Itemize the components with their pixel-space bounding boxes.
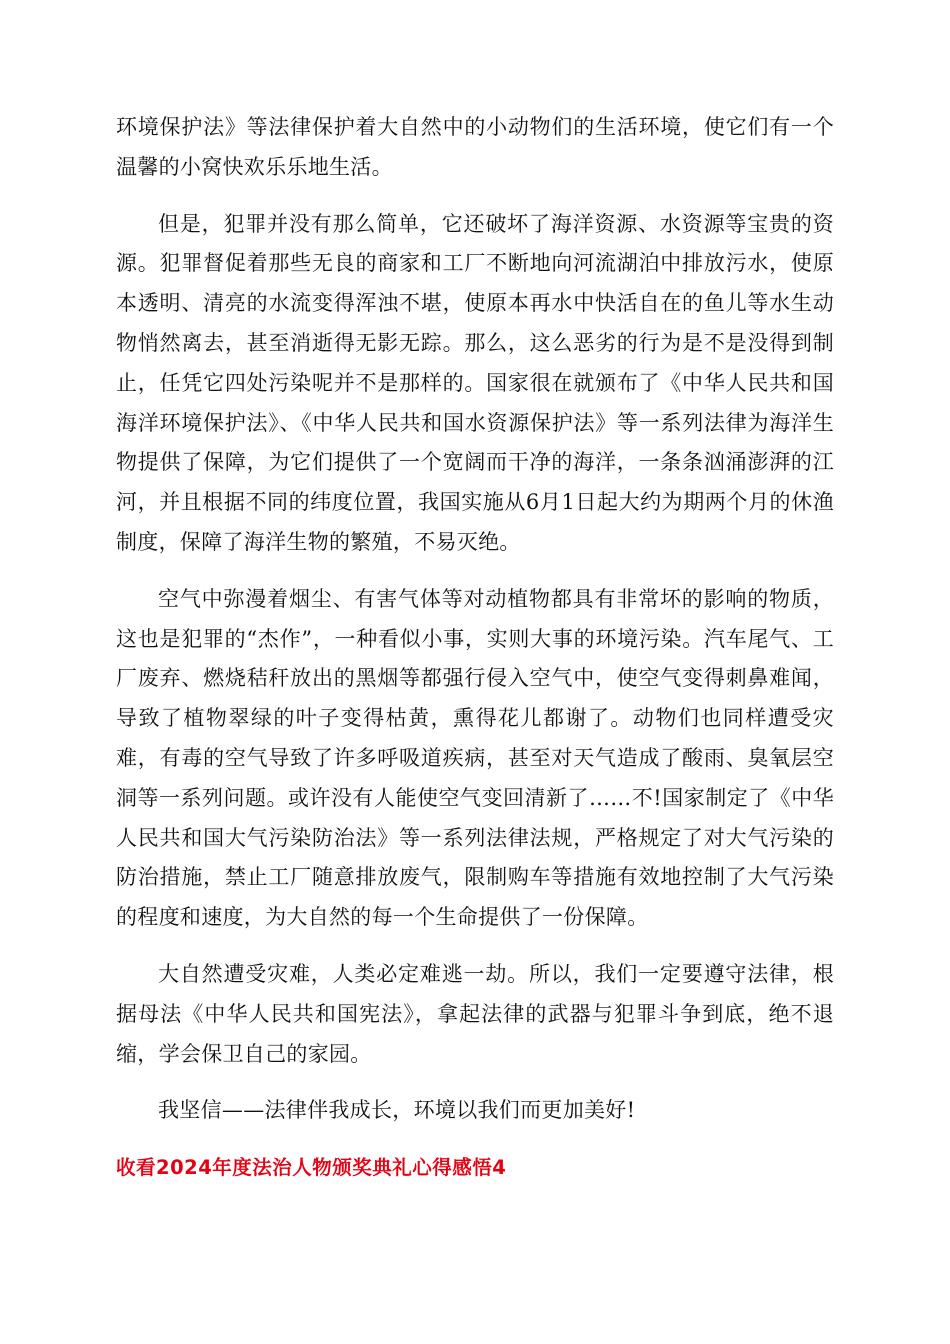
paragraph-3: 空气中弥漫着烟尘、有害气体等对动植物都具有非常坏的影响的物质，这也是犯罪的“杰作”，一种看似小事，实则大事的环境污染。汽车尾气、工厂废弃、燃烧秸秆放出的黑烟等都强行侵入空气中，使空气变得刺鼻难闻，导致了植物翠绿的叶子变得枯黄，熏得花儿都谢了。动物们也同样遭受灾难，有毒的空气导致了许多呼吸道疾病，甚至对天气造成了酸雨、臭氧层空洞等一系列问题。或许没有人能使空气变回清新了……不!国家制定了《中华人民共和国大气污染防治法》等一系列法律法规，严格规定了对大气污染的防治措施，禁止工厂随意排放废气，限制购车等措施有效地控制了大气污染的程度和速度，为大自然的每一个生命提供了一份保障。 [116,586,834,930]
paragraph-2: 但是，犯罪并没有那么简单，它还破坏了海洋资源、水资源等宝贵的资源。犯罪督促着那些无良的商家和工厂不断地向河流湖泊中排放污水，使原本透明、清亮的水流变得浑浊不堪，使原本再水中快活自在的鱼儿等水生动物悄然离去，甚至消逝得无影无踪。那么，这么恶劣的行为是不是没得到制止，任凭它四处污染呢并不是那样的。国家很在就颁布了《中华人民共和国海洋环境保护法》、《中华人民共和国水资源保护法》等一系列法律为海洋生物提供了保障，为它们提供了一个宽阔而干净的海洋，一条条汹涌澎湃的江河，并且根据不同的纬度位置，我国实施从6月1日起大约为期两个月的休渔制度，保障了海洋生物的繁殖，不易灭绝。 [116,211,834,554]
paragraph-1: 环境保护法》等法律保护着大自然中的小动物们的生活环境，使它们有一个温馨的小窝快欢乐乐地生活。 [116,115,834,179]
section-heading: 收看2024年度法治人物颁奖典礼心得感悟4 [116,1156,507,1180]
paragraph-4: 大自然遭受灾难，人类必定难逃一劫。所以，我们一定要遵守法律，根据母法《中华人民共和国宪法》，拿起法律的武器与犯罪斗争到底，绝不退缩，学会保卫自己的家园。 [116,961,834,1066]
paragraph-5: 我坚信——法律伴我成长，环境以我们而更加美好! [158,1098,636,1123]
document-page [116,108,834,1188]
